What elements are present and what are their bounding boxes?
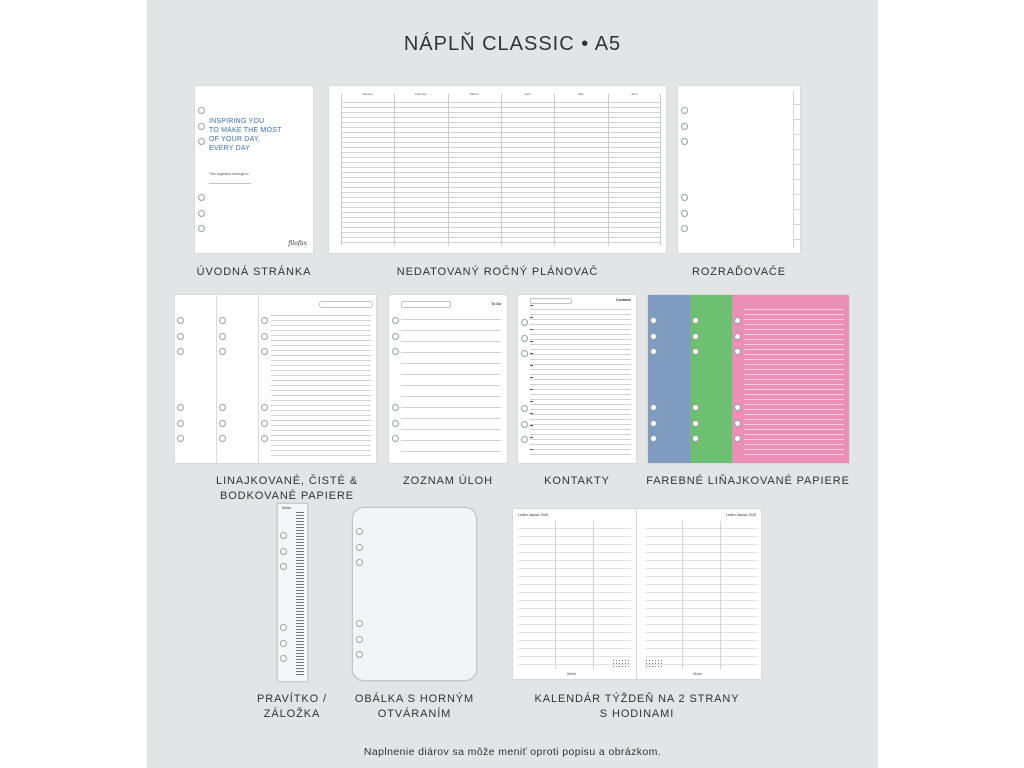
binder-hole <box>219 348 226 355</box>
ruled-plain-dotted-sheets <box>175 295 376 463</box>
caption-title-page: ÚVODNÁ STRÁNKA <box>196 266 312 278</box>
binder-hole <box>356 636 363 643</box>
binder-hole <box>198 138 205 145</box>
binder-hole <box>177 404 184 411</box>
binder-hole <box>219 435 226 442</box>
binder-hole <box>521 421 528 428</box>
caption-contacts: KONTAKTY <box>544 475 610 487</box>
binder-hole <box>280 624 287 631</box>
binder-hole <box>692 317 699 324</box>
binder-hole <box>681 194 688 201</box>
caption-envelope: OBÁLKA S HORNÝM OTVÁRANÍM <box>354 693 475 720</box>
right-page-brand: filofax <box>693 672 703 676</box>
inspiration-headline: INSPIRING YOU TO MAKE THE MOST OF YOUR DAY, EVERY DAY <box>209 118 282 152</box>
binder-hole <box>198 123 205 130</box>
binder-hole <box>177 317 184 324</box>
binder-hole <box>734 348 741 355</box>
binder-hole <box>521 405 528 412</box>
binder-hole <box>219 333 226 340</box>
binder-hole <box>650 435 657 442</box>
divider-tabs <box>793 90 800 248</box>
binder-hole <box>681 107 688 114</box>
owner-line-label: This organiser belongs to: <box>209 172 250 176</box>
binder-hole <box>734 317 741 324</box>
month-label: May <box>578 92 584 96</box>
binder-hole <box>521 436 528 443</box>
binder-hole <box>198 210 205 217</box>
binder-hole <box>692 333 699 340</box>
binder-hole <box>650 348 657 355</box>
title-page-sheet <box>195 86 313 253</box>
binder-hole <box>219 420 226 427</box>
sheet-ruled <box>259 295 376 463</box>
calendar-right-page <box>637 509 761 679</box>
date-box <box>319 301 373 308</box>
right-day-columns <box>645 521 757 669</box>
binder-hole <box>521 319 528 326</box>
todo-sheet <box>389 295 507 463</box>
month-label: April <box>524 92 531 96</box>
binder-hole <box>280 548 287 555</box>
binder-hole <box>392 404 399 411</box>
binder-hole <box>177 348 184 355</box>
binder-hole <box>734 333 741 340</box>
binder-hole <box>650 333 657 340</box>
ruler-brand: filofax <box>282 506 292 510</box>
caption-year-planner: NEDATOVANÝ ROČNÝ PLÁNOVAČ <box>396 266 599 278</box>
binder-hole <box>650 317 657 324</box>
left-day-columns <box>518 521 631 669</box>
binder-hole <box>198 194 205 201</box>
footnote: Naplnenie diárov sa môže meniť oproti popisu a obrázkom. <box>363 746 662 758</box>
ruler-bookmark <box>277 503 308 682</box>
binder-hole <box>681 138 688 145</box>
contacts-header: Contacts <box>616 298 631 302</box>
caption-todo: ZOZNAM ÚLOH <box>403 475 493 487</box>
todo-title-box <box>401 301 451 308</box>
binder-hole <box>681 210 688 217</box>
binder-hole <box>521 350 528 357</box>
left-mini-calendar <box>612 659 630 669</box>
binder-hole <box>392 348 399 355</box>
binder-hole <box>521 335 528 342</box>
owner-line <box>209 183 251 184</box>
month-label: February <box>414 92 427 96</box>
contact-lines <box>530 305 631 459</box>
binder-hole <box>392 317 399 324</box>
pink-ruled-lines <box>744 305 844 457</box>
top-opening-envelope <box>352 507 477 681</box>
contacts-sheet <box>518 295 636 463</box>
binder-hole <box>392 435 399 442</box>
right-page-header: Leden Januar 2025 <box>725 513 756 517</box>
month-label: March <box>470 92 479 96</box>
left-page-header: Leden Januar 2025 <box>518 513 549 517</box>
sheet-dotted <box>217 295 259 463</box>
sheet-pink <box>732 295 849 463</box>
contact-markers <box>530 305 533 459</box>
binder-hole <box>692 420 699 427</box>
right-mini-calendar <box>645 659 663 669</box>
page-title: NÁPLŇ CLASSIC • A5 <box>403 33 622 55</box>
month-label: January <box>362 92 373 96</box>
binder-hole <box>219 404 226 411</box>
todo-header: To Do <box>491 302 501 306</box>
contacts-title-box <box>530 298 572 304</box>
binder-hole <box>177 333 184 340</box>
binder-hole <box>219 317 226 324</box>
caption-papers: LINAJKOVANÉ, ČISTÉ & BODKOVANÉ PAPIERE <box>216 475 358 502</box>
month-divider <box>501 94 502 246</box>
binder-hole <box>692 348 699 355</box>
binder-hole <box>681 225 688 232</box>
caption-colored: FAREBNÉ LIŇAJKOVANÉ PAPIERE <box>646 475 850 487</box>
month-label: June <box>631 92 638 96</box>
binder-hole <box>392 333 399 340</box>
binder-hole <box>681 123 688 130</box>
binder-hole <box>280 655 287 662</box>
binder-hole <box>261 420 268 427</box>
binder-hole <box>734 435 741 442</box>
binder-hole <box>177 420 184 427</box>
binder-hole <box>261 317 268 324</box>
brand-logo: filofax <box>288 240 307 247</box>
binder-hole <box>280 563 287 570</box>
ruled-lines <box>271 311 371 457</box>
binder-hole <box>356 651 363 658</box>
binder-hole <box>392 420 399 427</box>
month-divider <box>448 94 449 246</box>
month-divider <box>554 94 555 246</box>
sheet-plain <box>175 295 217 463</box>
sheet-blue <box>648 295 690 463</box>
month-divider <box>394 94 395 246</box>
ruler-scale <box>296 512 304 676</box>
binder-hole <box>261 333 268 340</box>
binder-hole <box>280 532 287 539</box>
binder-hole <box>261 348 268 355</box>
binder-hole <box>692 435 699 442</box>
binder-hole <box>356 544 363 551</box>
week-calendar-spread <box>513 509 761 679</box>
caption-dividers: ROZRAĎOVAČE <box>691 266 787 278</box>
product-panel <box>147 0 878 768</box>
binder-hole <box>261 435 268 442</box>
month-divider <box>660 94 661 246</box>
binder-hole <box>650 420 657 427</box>
caption-week-calendar: KALENDÁR TÝŽDEŇ NA 2 STRANY S HODINAMI <box>534 693 740 720</box>
binder-hole <box>650 404 657 411</box>
binder-hole <box>692 404 699 411</box>
colored-ruled-sheets <box>648 295 849 463</box>
calendar-left-page <box>513 509 637 679</box>
divider-sheet <box>678 86 800 253</box>
binder-hole <box>356 559 363 566</box>
binder-hole <box>356 620 363 627</box>
left-page-brand: filofax <box>567 672 577 676</box>
month-divider <box>341 94 342 246</box>
todo-rows <box>401 309 501 457</box>
binder-hole <box>261 404 268 411</box>
binder-hole <box>734 420 741 427</box>
sheet-green <box>690 295 732 463</box>
month-divider <box>608 94 609 246</box>
binder-hole <box>198 225 205 232</box>
binder-hole <box>177 435 184 442</box>
binder-hole <box>198 107 205 114</box>
caption-ruler: PRAVÍTKO / ZÁLOŽKA <box>257 693 327 720</box>
binder-hole <box>280 640 287 647</box>
binder-hole <box>356 528 363 535</box>
year-planner-sheet <box>329 86 666 253</box>
binder-hole <box>734 404 741 411</box>
